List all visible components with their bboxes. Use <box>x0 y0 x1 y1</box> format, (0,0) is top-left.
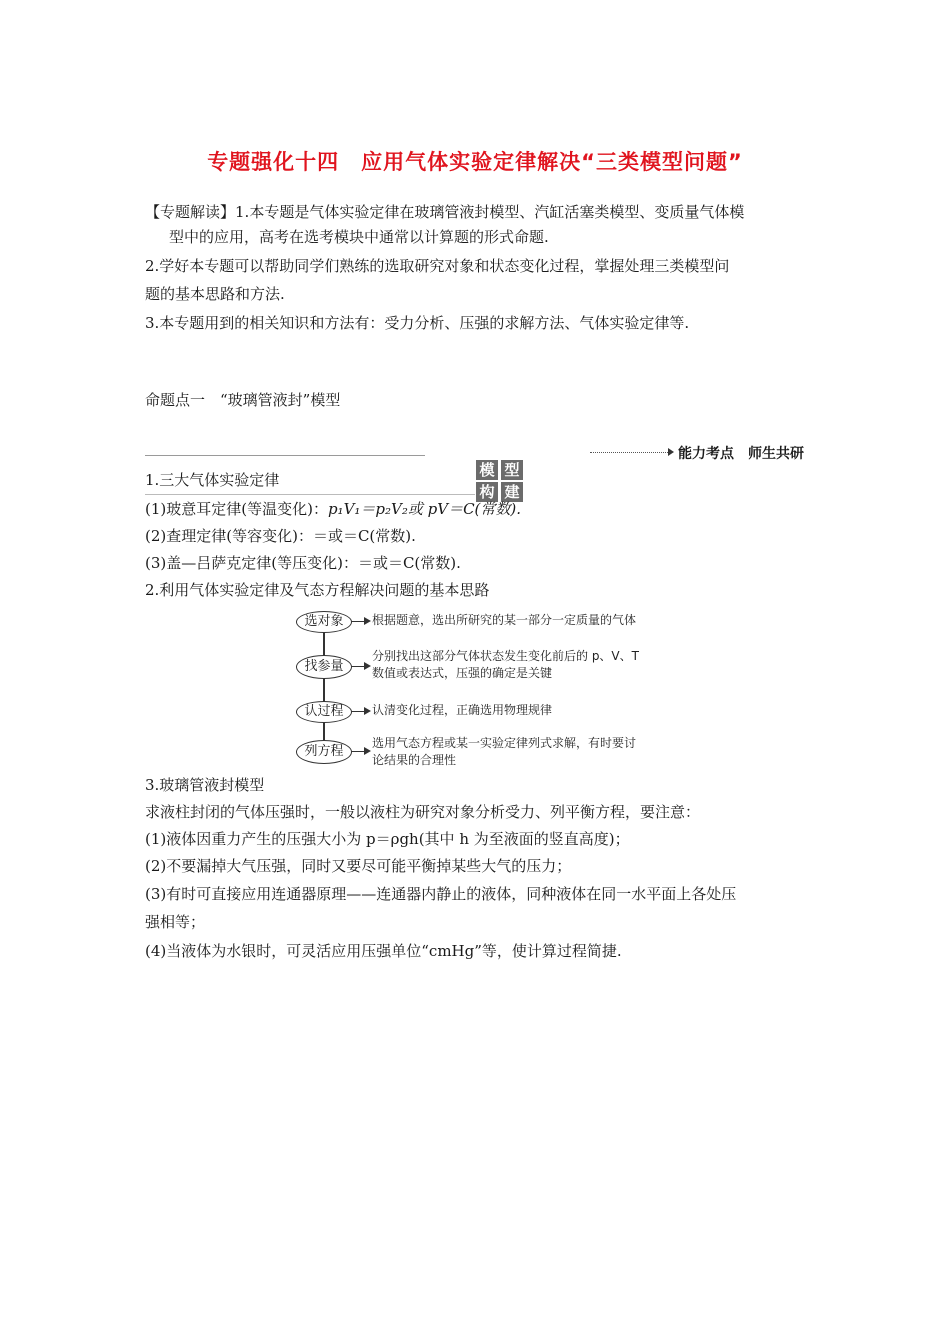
badge-char: 构 <box>476 482 498 502</box>
flow-desc-select: 根据题意，选出所研究的某一部分一定质量的气体 <box>372 613 637 627</box>
flow-node-select: 选对象 <box>296 611 352 633</box>
badge-char: 模 <box>476 460 498 480</box>
flow-desc-process: 认清变化过程，正确选用物理规律 <box>372 703 553 717</box>
laws-heading: 1.三大气体实验定律 <box>145 471 280 489</box>
section-rule-left <box>145 455 425 456</box>
flow-node-params: 找参量 <box>296 655 352 679</box>
model-note-4: (4)当液体为水银时，可灵活应用压强单位“cmHg”等，使计算过程简捷. <box>145 942 622 960</box>
laws-rule <box>145 494 475 495</box>
intro-item3: 3.本专题用到的相关知识和方法有：受力分析、压强的求解方法、气体实验定律等. <box>145 314 690 332</box>
model-lead: 求液柱封闭的气体压强时，一般以液柱为研究对象分析受力、列平衡方程，要注意： <box>145 803 701 821</box>
intro-line-1 <box>145 202 744 222</box>
boyle-prefix: (1)玻意耳定律(等温变化)： <box>145 500 328 518</box>
charles-law: (2)查理定律(等容变化)：＝或＝C(常数). <box>145 527 416 545</box>
model-note-3b: 强相等； <box>145 913 206 931</box>
flow-desc-equation-1: 选用气态方程或某一实验定律列式求解，有时要讨 <box>372 736 637 750</box>
intro-item2-b: 题的基本思路和方法. <box>145 285 285 303</box>
gaylussac-law: (3)盖—吕萨克定律(等压变化)：＝或＝C(常数). <box>145 554 461 572</box>
approach-heading: 2.利用气体实验定律及气态方程解决问题的基本思路 <box>145 581 490 599</box>
model-note-2: (2)不要漏掉大气压强，同时又要尽可能平衡掉某些大气的压力； <box>145 857 572 875</box>
page-title: 专题强化十四 应用气体实验定律解决“三类模型问题” <box>207 150 743 174</box>
intro-item2-a: 2.学好本专题可以帮助同学们熟练的选取研究对象和状态变化过程，掌握处理三类模型问 <box>145 257 730 275</box>
model-note-3a: (3)有时可直接应用连通器原理——连通器内静止的液体，同种液体在同一水平面上各处压 <box>145 885 737 903</box>
flow-desc-params-1: 分别找出这部分气体状态发生变化前后的 p、V、T <box>372 649 639 663</box>
boyle-law <box>145 499 521 519</box>
arrow-right-icon <box>364 747 371 755</box>
badge-char: 建 <box>501 482 523 502</box>
boyle-equation: p₁V₁＝p₂V₂或 pV＝C(常数). <box>327 500 522 518</box>
arrow-right-icon <box>364 707 371 715</box>
intro-item1-b: 型中的应用，高考在选考模块中通常以计算题的形式命题. <box>169 228 549 246</box>
badge-char: 型 <box>501 460 523 480</box>
model-heading: 3.玻璃管液封模型 <box>145 776 265 794</box>
flow-node-process: 认过程 <box>296 701 352 723</box>
banner-arrow-icon <box>668 448 674 456</box>
intro-item1-a: 1.本专题是气体实验定律在玻璃管液封模型、汽缸活塞类模型、变质量气体模 <box>235 203 745 221</box>
flow-node-equation: 列方程 <box>296 740 352 764</box>
intro-label: 【专题解读】 <box>145 203 236 221</box>
flow-desc-params-2: 数值或表达式，压强的确定是关键 <box>372 666 553 680</box>
model-note-1: (1)液体因重力产生的压强大小为 p＝ρgh(其中 h 为至液面的竖直高度)； <box>145 830 630 848</box>
section-dotted-line <box>590 452 670 453</box>
banner-right-label: 能力考点 师生共研 <box>678 446 804 462</box>
arrow-right-icon <box>364 662 371 670</box>
section-heading: 命题点一 “玻璃管液封”模型 <box>145 391 341 409</box>
flow-desc-equation-2: 论结果的合理性 <box>372 753 457 767</box>
flow-connector <box>323 632 325 740</box>
arrow-right-icon <box>364 617 371 625</box>
